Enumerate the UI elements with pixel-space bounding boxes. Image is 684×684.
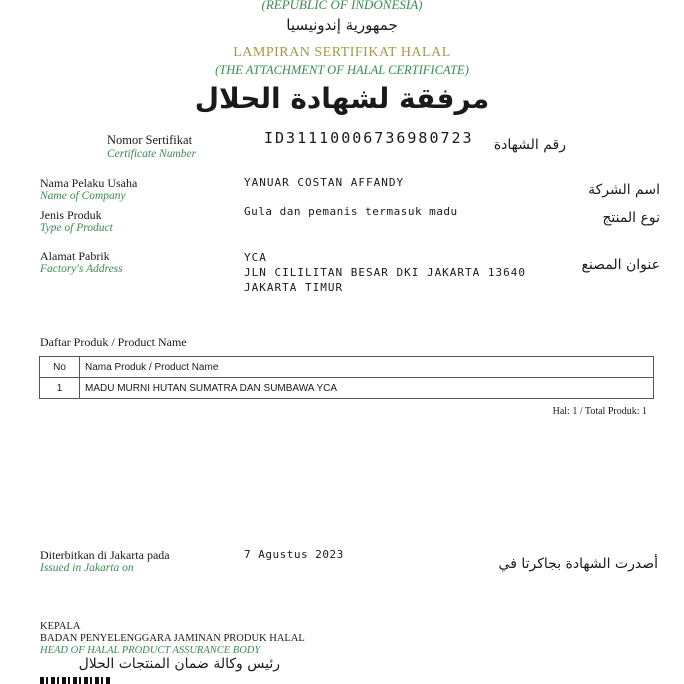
table-row: [40, 378, 654, 399]
factory-line-1: YCA: [244, 251, 267, 264]
factory-line-3: JAKARTA TIMUR: [244, 281, 344, 294]
factory-line-2: JLN CILILITAN BESAR DKI JAKARTA 13640: [244, 266, 527, 279]
pagination: Hal: 1 / Total Produk: 1: [552, 406, 647, 417]
signature-org-id: BADAN PENYELENGGARA JAMINAN PRODUK HALAL: [40, 633, 305, 644]
title-id: LAMPIRAN SERTIFIKAT HALAL: [233, 45, 451, 60]
certificate-number-label-ar: رقم الشهادة: [493, 137, 566, 153]
column-header-product-name: Nama Produk / Product Name: [80, 357, 654, 378]
republic-ar: جمهورية إندونيسيا: [286, 16, 398, 34]
product-type-label: Jenis Produk: [40, 208, 102, 222]
company-value: YANUAR COSTAN AFFANDY: [244, 176, 405, 189]
company-label: Nama Pelaku Usaha: [40, 176, 138, 190]
company-label-ar: اسم الشركة: [588, 182, 660, 198]
certificate-number-label-en: Certificate Number: [107, 148, 197, 160]
issued-label-en: Issued in Jakarta on: [40, 562, 134, 574]
product-table: [39, 356, 654, 399]
issued-date: 7 Agustus 2023: [244, 548, 344, 561]
certificate-number-value: ID31110006736980723: [264, 129, 474, 147]
issued-label: Diterbitkan di Jakarta pada: [40, 548, 170, 562]
company-label-en: Name of Company: [40, 190, 126, 202]
signature-title: KEPALA: [40, 621, 81, 632]
product-type-value: Gula dan pemanis termasuk madu: [244, 205, 458, 218]
issued-label-ar: أصدرت الشهادة بجاكرتا في: [498, 556, 658, 572]
qr-code-icon: [40, 677, 110, 684]
product-type-label-en: Type of Product: [40, 222, 113, 234]
row-no: 1: [40, 378, 80, 399]
factory-label-ar: عنوان المصنع: [581, 257, 660, 273]
table-header-row: [40, 357, 654, 378]
title-ar: مرفقة لشهادة الحلال: [194, 82, 490, 115]
republic-en: (REPUBLIC OF INDONESIA): [261, 0, 423, 12]
product-type-label-ar: نوع المنتج: [602, 210, 660, 226]
factory-label: Alamat Pabrik: [40, 249, 110, 263]
product-list-heading: Daftar Produk / Product Name: [40, 335, 187, 349]
column-header-no: No: [40, 357, 80, 378]
row-product-name: MADU MURNI HUTAN SUMATRA DAN SUMBAWA YCA: [80, 378, 654, 399]
signature-org-en: HEAD OF HALAL PRODUCT ASSURANCE BODY: [40, 645, 261, 656]
certificate-number-label: Nomor Sertifikat: [107, 133, 193, 147]
factory-label-en: Factory's Address: [40, 263, 123, 275]
title-en: (THE ATTACHMENT OF HALAL CERTIFICATE): [215, 63, 469, 77]
signature-org-ar: رئيس وكالة ضمان المنتجات الحلال: [78, 656, 280, 672]
